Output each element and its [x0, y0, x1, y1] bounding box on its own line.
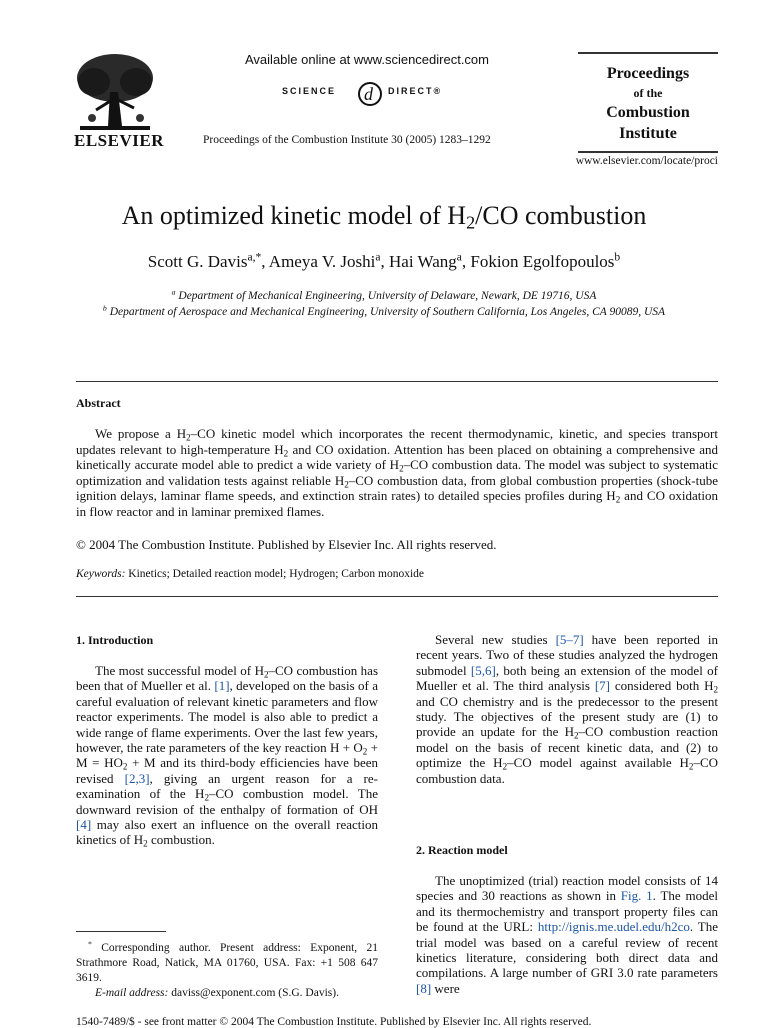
journal-box-line1: Proceedings	[606, 65, 690, 82]
author-affil-mark: b	[614, 250, 621, 264]
reaction-model-heading: 2. Reaction model	[416, 843, 508, 857]
journal-reference: Proceedings of the Combustion Institute 30 (2005) 1283–1292	[203, 134, 491, 146]
publisher-name: ELSEVIER	[74, 131, 164, 150]
citation-link[interactable]: [8]	[416, 980, 432, 996]
keywords-label: Keywords:	[76, 568, 126, 580]
abstract-copyright: © 2004 The Combustion Institute. Published by Elsevier Inc. All rights reserved.	[76, 537, 497, 552]
figure-link[interactable]: Fig. 1	[620, 888, 653, 904]
journal-box-line2: of the	[633, 86, 663, 100]
citation-link[interactable]: [7]	[594, 678, 611, 694]
divider-top	[76, 381, 718, 382]
sciencedirect-d-icon	[354, 78, 386, 108]
journal-box-line3: Combustion	[606, 104, 690, 121]
journal-url[interactable]: www.elsevier.com/locate/proci	[575, 155, 718, 167]
abstract-heading: Abstract	[76, 396, 121, 410]
footnote-rule	[76, 931, 166, 932]
title-text-end: /CO combustion	[475, 201, 647, 230]
paper-title	[40, 201, 728, 231]
author-name[interactable]: Ameya V. Joshi	[268, 252, 376, 271]
affiliation-mark: a	[171, 287, 176, 297]
footnote-text: Corresponding author. Present address: Exponent, 21 Strathmore Road, Natick, MA 01760, USA. Fax: +1 508 647 3619.	[76, 942, 378, 984]
abstract-paragraph: We propose a $H_2-CO$ kinetic model which incorporates the recent thermodynamic, kinetic, and species transport updates relevant to high-temperature $H_2$ and CO oxidation. Attention has been placed on obtaining a comprehensive and kinetically accurate model able to predict a wide variety of $H_2-CO$ combustion data. The model was subject to systematic optimization and validation tests against reliable $H_2-CO$ combustion data, from global combustion properties (shock-tube ignition delays, laminar flame speeds, and extinction strain rates) to detailed species profiles during $H_2$ and CO oxidation in flow reactor and in laminar premixed flames.	[76, 426, 719, 519]
sciencedirect-logo	[282, 78, 482, 108]
citation-link[interactable]: [5–7]	[555, 632, 584, 647]
affiliation-text: Department of Mechanical Engineering, University of Delaware, Newark, DE 19716, USA	[178, 290, 597, 302]
keywords	[76, 568, 424, 580]
affiliation-a	[40, 287, 728, 302]
intro-paragraph-continued: Several new studies [5–7] have been reported in recent years. Two of these studies analyzed the hydrogen submodel [5,6], both being an extension of the model of Mueller et al. The third analysis [7] considered both $H_2$ and CO chemistry and is the predecessor to the present study. The objectives of the present study are (1) to provide an update for the $H_2-CO$ combustion reaction model on the basis of recent kinetic data, and (2) to optimize the $H_2-CO$ model against available $H_2-CO$ combustion data.	[416, 632, 719, 786]
author-name[interactable]: Scott G. Davis	[147, 252, 248, 271]
email-label: E-mail address:	[95, 987, 169, 999]
divider-bottom	[76, 596, 718, 597]
citation-link[interactable]: [5,6]	[470, 662, 496, 678]
author-name[interactable]: Fokion Egolfopoulos	[470, 252, 615, 271]
email-address[interactable]: daviss@exponent.com (S.G. Davis).	[171, 987, 339, 999]
affiliation-mark: b	[102, 303, 107, 313]
keywords-text: Kinetics; Detailed reaction model; Hydrogen; Carbon monoxide	[128, 568, 425, 580]
intro-heading: 1. Introduction	[76, 633, 154, 647]
reaction-model-paragraph: The unoptimized (trial) reaction model consists of 14 species and 30 reactions as shown in Fig. 1. The model and its thermochemistry and transport property files can be found at the URL: http://ignis.me.udel.edu/h2co. The trial model was based on a careful review of recent kinetics literature, considering both direct data and compilations. A large number of GRI 3.0 rate parameters [8] were	[416, 873, 719, 996]
intro-paragraph: The most successful model of $H_2-CO$ combustion has been that of Mueller et al. [1], developed on the basis of a careful evaluation of relevant kinetic parameters and flow reactor experiments. The model is also able to predict a wide range of flame experiments. Over the last few years, however, the rate parameters of the key reaction $H + O_2 + M = HO_2 + M$ and its third-body efficiencies have been revised [2,3], giving an urgent reason for a re-examination of the $H_2-CO$ combustion model. The downward revision of the enthalpy of formation of OH [4] may also exert an influence on the overall reaction kinetics of $H_2$ combustion.	[76, 663, 379, 849]
author-name[interactable]: Hai Wang	[389, 252, 457, 271]
title-subscript: 2	[466, 212, 476, 233]
citation-link[interactable]: [1]	[214, 678, 230, 694]
journal-box-line4: Institute	[619, 125, 677, 142]
elsevier-tree-logo	[72, 52, 158, 132]
front-matter-line: 1540-7489/$ - see front matter © 2004 The Combustion Institute. Published by Elsevier Inc. All rights reserved.	[76, 1016, 592, 1028]
journal-title-box	[578, 52, 718, 153]
affiliation-text: Department of Aerospace and Mechanical Engineering, University of Southern California, Los Angeles, CA 90089, USA	[109, 306, 666, 318]
author-list: Scott G. Davis$^{a,*}$, Ameya V. Joshi$^a$, Hai Wang$^a$, Fokion Egolfopoulos$^b$	[147, 250, 621, 271]
footnote: * Corresponding author. Present address: Exponent, 21 Strathmore Road, Natick, MA 01760, USA. Fax: +1 508 647 3619. E-mail address: daviss@exponent.com (S.G. Davis).	[76, 939, 378, 999]
citation-link[interactable]: [4]	[76, 817, 92, 833]
affiliation-b	[40, 303, 728, 318]
title-text: An optimized kinetic model of H	[121, 201, 467, 230]
author-affil-mark: a	[456, 250, 462, 264]
sd-left-text: SCIENCE	[282, 86, 337, 96]
abstract-body	[76, 426, 718, 520]
svg-text:d: d	[364, 84, 373, 104]
sd-right-text: DIRECT®	[388, 86, 443, 96]
available-online-text: Available online at www.sciencedirect.com	[245, 52, 489, 67]
author-affil-mark: a,*	[247, 250, 262, 264]
citation-link[interactable]: [2,3]	[124, 770, 150, 786]
url-link[interactable]: http://ignis.me.udel.edu/h2co	[537, 919, 690, 935]
author-affil-mark: a	[375, 250, 381, 264]
